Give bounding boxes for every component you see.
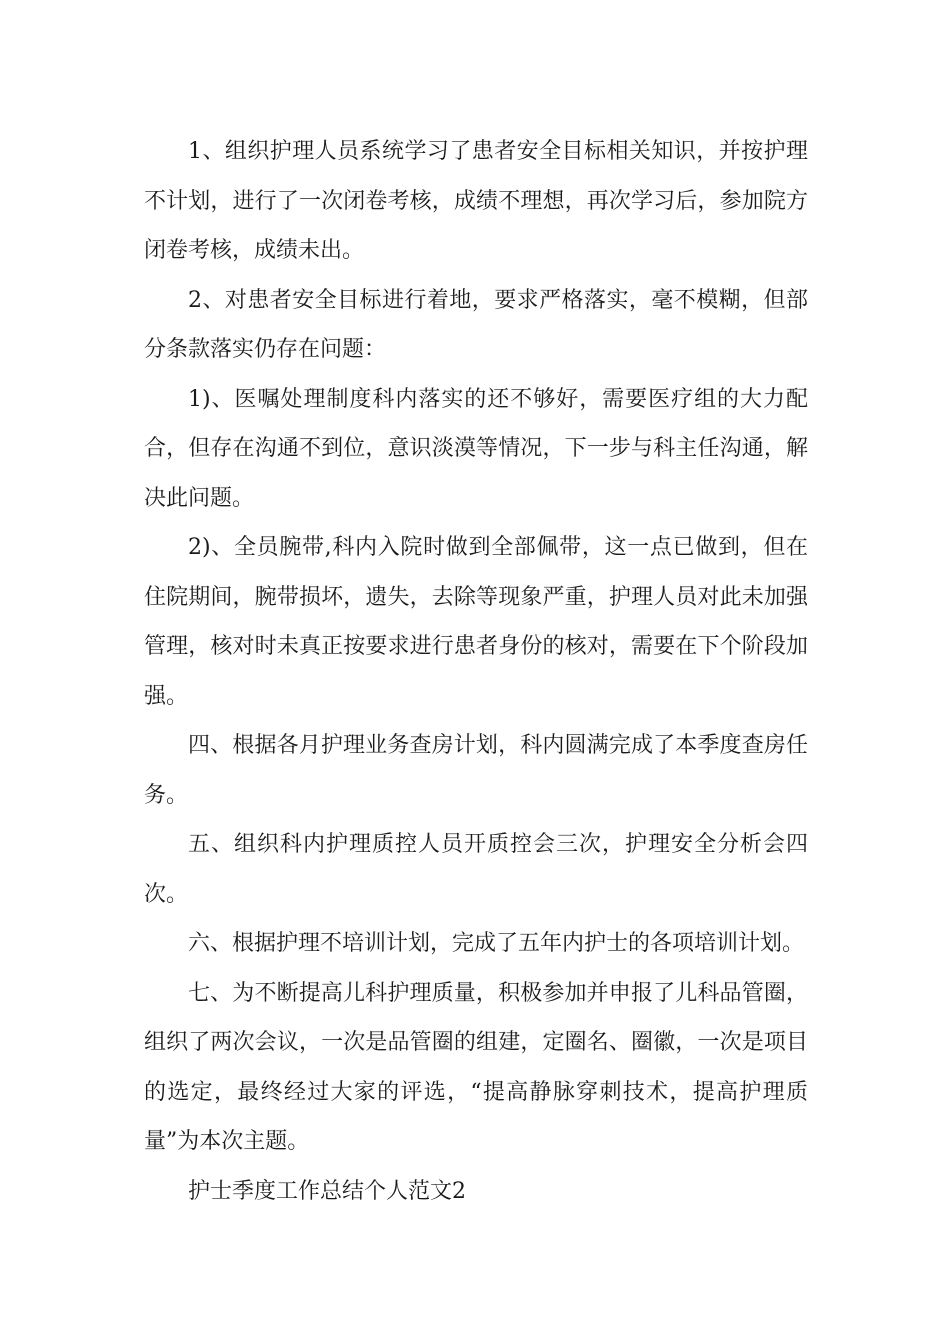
paragraph-7: 六、根据护理不培训计划，完成了五年内护士的各项培训计划。	[188, 931, 805, 956]
paragraph-2: 2、对患者安全目标进行着地，要求严格落实，毫不模糊，但部分条款落实仍存在问题：	[144, 287, 808, 362]
paragraph-4: 2)、全员腕带,科内入院时做到全部佩带，这一点已做到，但在住院期间，腕带损坏，遗失，去除等现象严重，护理人员对此未加强管理，核对时未真正按要求进行患者身份的核对，需要在下个阶段加强。	[144, 535, 808, 709]
paragraph-6: 五、组织科内护理质控人员开质控会三次，护理安全分析会四次。	[144, 832, 808, 907]
paragraph-8: 七、为不断提高儿科护理质量，积极参加并申报了儿科品管圈，组织了两次会议，一次是品管圈的组建，定圈名、圈徽，一次是项目的选定，最终经过大家的评选，“提高静脉穿刺技术，提高护理质量”为本次主题。	[144, 980, 808, 1154]
paragraph-3: 1)、医嘱处理制度科内落实的还不够好，需要医疗组的大力配合，但存在沟通不到位，意识淡漠等情况，下一步与科主任沟通，解决此问题。	[144, 386, 808, 511]
section-heading: 护士季度工作总结个人范文2	[188, 1178, 466, 1204]
paragraph-5: 四、根据各月护理业务查房计划，科内圆满完成了本季度查房任务。	[144, 733, 808, 808]
document-body	[144, 127, 808, 1216]
paragraph-1: 1、组织护理人员系统学习了患者安全目标相关知识，并按护理不计划，进行了一次闭卷考核，成绩不理想，再次学习后，参加院方闭卷考核，成绩未出。	[144, 139, 808, 263]
